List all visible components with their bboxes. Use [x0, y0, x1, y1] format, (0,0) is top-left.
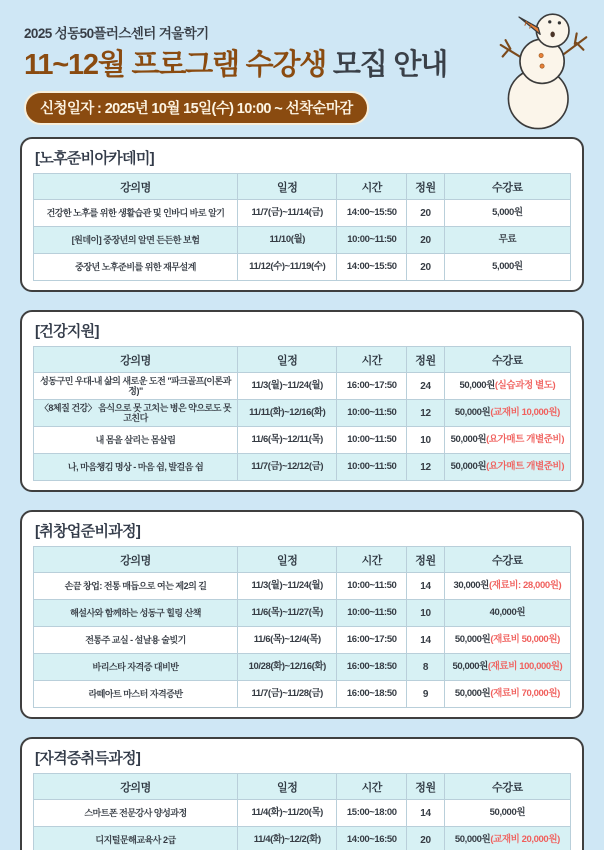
column-header: 시간 — [337, 547, 407, 573]
column-header: 일정 — [238, 174, 337, 200]
column-header: 시간 — [337, 347, 407, 373]
course-capacity-cell: 20 — [407, 227, 445, 254]
fee-amount: 50,000원 — [459, 379, 495, 391]
fee-note: (실습과정 별도) — [494, 379, 556, 391]
course-capacity-cell: 10 — [407, 600, 445, 627]
snowman-button-1 — [539, 53, 543, 57]
course-time-cell: 14:00~15:50 — [337, 200, 407, 227]
fee-note: (교재비 10,000원) — [490, 406, 560, 418]
course-date-cell: 11/6(목)~11/27(목) — [238, 600, 337, 627]
course-name-cell: 라떼아트 마스터 자격증반 — [34, 681, 238, 708]
course-date-cell: 11/12(수)~11/19(수) — [238, 254, 337, 281]
course-name-cell: 건강한 노후를 위한 생활습관 및 인바디 바로 알기 — [34, 200, 238, 227]
column-header: 강의명 — [34, 347, 238, 373]
course-table — [33, 773, 571, 850]
column-header: 일정 — [238, 547, 337, 573]
fee-amount: 50,000원 — [489, 806, 526, 818]
table-row — [34, 827, 571, 850]
snowman-left-arm — [501, 40, 523, 58]
fee-amount: 5,000원 — [492, 206, 523, 218]
course-section — [20, 137, 584, 292]
course-time-cell: 10:00~11:50 — [337, 454, 407, 481]
column-header: 정원 — [407, 347, 445, 373]
fee-amount: 무료 — [498, 233, 517, 245]
fee-amount: 40,000원 — [489, 606, 526, 618]
fee-note: (재료비 100,000원) — [487, 660, 563, 672]
header-row — [34, 347, 571, 373]
course-time-cell: 10:00~11:50 — [337, 600, 407, 627]
section-title: [건강지원] — [35, 323, 99, 341]
table-row — [34, 681, 571, 708]
course-date-cell: 11/7(금)~11/28(금) — [238, 681, 337, 708]
column-header: 일정 — [238, 774, 337, 800]
fee-amount: 5,000원 — [492, 260, 523, 272]
course-fee-cell — [444, 227, 570, 254]
section-title: [노후준비아카데미] — [35, 150, 154, 168]
table-row — [34, 600, 571, 627]
column-header: 강의명 — [34, 174, 238, 200]
table-row — [34, 400, 571, 427]
course-fee-cell — [444, 454, 570, 481]
course-name-cell: 손끝 창업: 전통 매듭으로 여는 제2의 길 — [34, 573, 238, 600]
course-time-cell: 16:00~17:50 — [337, 373, 407, 400]
fee-note: (재료비 50,000원) — [490, 633, 560, 645]
course-name-cell: 바리스타 자격증 대비반 — [34, 654, 238, 681]
fee-amount: 50,000원 — [450, 433, 487, 445]
table-row — [34, 800, 571, 827]
table-row — [34, 573, 571, 600]
course-date-cell: 11/7(금)~12/12(금) — [238, 454, 337, 481]
fee-amount: 50,000원 — [452, 660, 488, 672]
fee-amount: 50,000원 — [454, 633, 491, 645]
fee-note: (요가매트 개별준비) — [486, 460, 565, 472]
snowman-head — [536, 14, 569, 47]
course-capacity-cell: 20 — [407, 200, 445, 227]
course-time-cell: 10:00~11:50 — [337, 400, 407, 427]
table-row — [34, 654, 571, 681]
course-time-cell: 16:00~18:50 — [337, 654, 407, 681]
course-fee-cell — [444, 654, 570, 681]
column-header: 수강료 — [444, 347, 570, 373]
course-date-cell: 11/6(목)~12/11(목) — [238, 427, 337, 454]
snowman-mouth — [550, 32, 554, 38]
course-date-cell: 11/11(화)~12/16(화) — [238, 400, 337, 427]
snowman-button-2 — [540, 64, 544, 68]
course-name-cell: 디지털문해교육사 2급 — [34, 827, 238, 850]
course-name-cell: 전통주 교실 - 설날용 술빚기 — [34, 627, 238, 654]
column-header: 정원 — [407, 774, 445, 800]
course-date-cell: 11/4(화)~11/20(목) — [238, 800, 337, 827]
table-head — [34, 774, 571, 800]
course-time-cell: 10:00~11:50 — [337, 573, 407, 600]
table-body — [34, 373, 571, 481]
course-table — [33, 346, 571, 481]
section-title: [자격증취득과정] — [35, 750, 141, 768]
table-row — [34, 200, 571, 227]
course-fee-cell — [444, 373, 570, 400]
course-fee-cell — [444, 573, 570, 600]
table-body — [34, 573, 571, 708]
course-date-cell: 11/3(월)~11/24(월) — [238, 573, 337, 600]
course-capacity-cell: 12 — [407, 454, 445, 481]
table-head — [34, 547, 571, 573]
fee-amount: 50,000원 — [454, 406, 491, 418]
table-row — [34, 427, 571, 454]
table-row — [34, 373, 571, 400]
course-fee-cell — [444, 827, 570, 850]
snowman-icon — [494, 8, 594, 130]
course-time-cell: 14:00~16:50 — [337, 827, 407, 850]
course-time-cell: 15:00~18:00 — [337, 800, 407, 827]
header-row — [34, 774, 571, 800]
course-name-cell: 해설사와 함께하는 성동구 힐링 산책 — [34, 600, 238, 627]
course-section — [20, 310, 584, 492]
course-fee-cell — [444, 400, 570, 427]
course-fee-cell — [444, 800, 570, 827]
fee-note: (요가매트 개별준비) — [486, 433, 565, 445]
column-header: 수강료 — [444, 547, 570, 573]
course-capacity-cell: 20 — [407, 254, 445, 281]
table-row — [34, 627, 571, 654]
course-date-cell: 11/6(목)~12/4(목) — [238, 627, 337, 654]
column-header: 정원 — [407, 547, 445, 573]
course-date-cell: 11/3(월)~11/24(월) — [238, 373, 337, 400]
header-row — [34, 547, 571, 573]
course-time-cell: 16:00~18:50 — [337, 681, 407, 708]
fee-note: (교재비 20,000원) — [490, 833, 560, 845]
course-fee-cell — [444, 200, 570, 227]
table-head — [34, 347, 571, 373]
title-main: 11~12월 프로그램 수강생 — [24, 49, 327, 81]
section-title: [취창업준비과정] — [35, 523, 141, 541]
course-capacity-cell: 9 — [407, 681, 445, 708]
column-header: 수강료 — [444, 174, 570, 200]
course-table — [33, 173, 571, 281]
course-capacity-cell: 20 — [407, 827, 445, 850]
snowman-eye-right — [558, 21, 561, 24]
course-fee-cell — [444, 627, 570, 654]
course-section — [20, 510, 584, 719]
table-body — [34, 200, 571, 281]
table-head — [34, 174, 571, 200]
table-row — [34, 454, 571, 481]
fee-amount: 30,000원 — [453, 579, 489, 591]
header-row — [34, 174, 571, 200]
course-name-cell: 나, 마음챙김 명상 - 마음 쉼, 발걸음 쉼 — [34, 454, 238, 481]
course-fee-cell — [444, 600, 570, 627]
course-time-cell: 10:00~11:50 — [337, 427, 407, 454]
column-header: 시간 — [337, 174, 407, 200]
course-date-cell: 11/4(화)~12/2(화) — [238, 827, 337, 850]
course-name-cell: 〈8체질 건강〉 음식으로 못 고치는 병은 약으로도 못 고친다 — [34, 400, 238, 427]
course-time-cell: 14:00~15:50 — [337, 254, 407, 281]
course-capacity-cell: 14 — [407, 573, 445, 600]
course-section — [20, 737, 584, 850]
course-capacity-cell: 10 — [407, 427, 445, 454]
application-date-badge: 신청일자 : 2025년 10월 15일(수) 10:00 ~ 선착순마감 — [24, 91, 369, 125]
course-fee-cell — [444, 427, 570, 454]
course-capacity-cell: 24 — [407, 373, 445, 400]
fee-amount: 50,000원 — [454, 687, 491, 699]
column-header: 일정 — [238, 347, 337, 373]
table-row — [34, 227, 571, 254]
course-time-cell: 16:00~17:50 — [337, 627, 407, 654]
header — [0, 0, 604, 125]
course-name-cell: [원데이] 중장년의 알면 든든한 보험 — [34, 227, 238, 254]
course-capacity-cell: 8 — [407, 654, 445, 681]
column-header: 강의명 — [34, 774, 238, 800]
course-name-cell: 성동구민 우대-내 삶의 새로운 도전 "파크골프(이론과정)" — [34, 373, 238, 400]
column-header: 수강료 — [444, 774, 570, 800]
column-header: 시간 — [337, 774, 407, 800]
fee-amount: 50,000원 — [450, 460, 487, 472]
course-name-cell: 중장년 노후준비를 위한 재무설계 — [34, 254, 238, 281]
fee-amount: 50,000원 — [454, 833, 491, 845]
course-sections — [0, 125, 604, 850]
course-date-cell: 11/7(금)~11/14(금) — [238, 200, 337, 227]
fee-note: (재료비 70,000원) — [490, 687, 560, 699]
course-fee-cell — [444, 681, 570, 708]
table-body — [34, 800, 571, 850]
course-capacity-cell: 14 — [407, 800, 445, 827]
course-name-cell: 스마트폰 전문강사 양성과정 — [34, 800, 238, 827]
course-date-cell: 11/10(월) — [238, 227, 337, 254]
course-fee-cell — [444, 254, 570, 281]
fee-note: (재료비: 28,000원) — [488, 579, 562, 591]
semester-label: 2025 성동50플러스센터 겨울학기 — [24, 26, 209, 41]
title-sub: 모집 안내 — [326, 49, 448, 81]
course-table — [33, 546, 571, 708]
course-capacity-cell: 12 — [407, 400, 445, 427]
course-name-cell: 내 몸을 살리는 몸살림 — [34, 427, 238, 454]
table-row — [34, 254, 571, 281]
course-date-cell: 10/28(화)~12/16(화) — [238, 654, 337, 681]
snowman-eye-left — [548, 20, 551, 23]
column-header: 강의명 — [34, 547, 238, 573]
course-capacity-cell: 14 — [407, 627, 445, 654]
course-time-cell: 10:00~11:50 — [337, 227, 407, 254]
column-header: 정원 — [407, 174, 445, 200]
